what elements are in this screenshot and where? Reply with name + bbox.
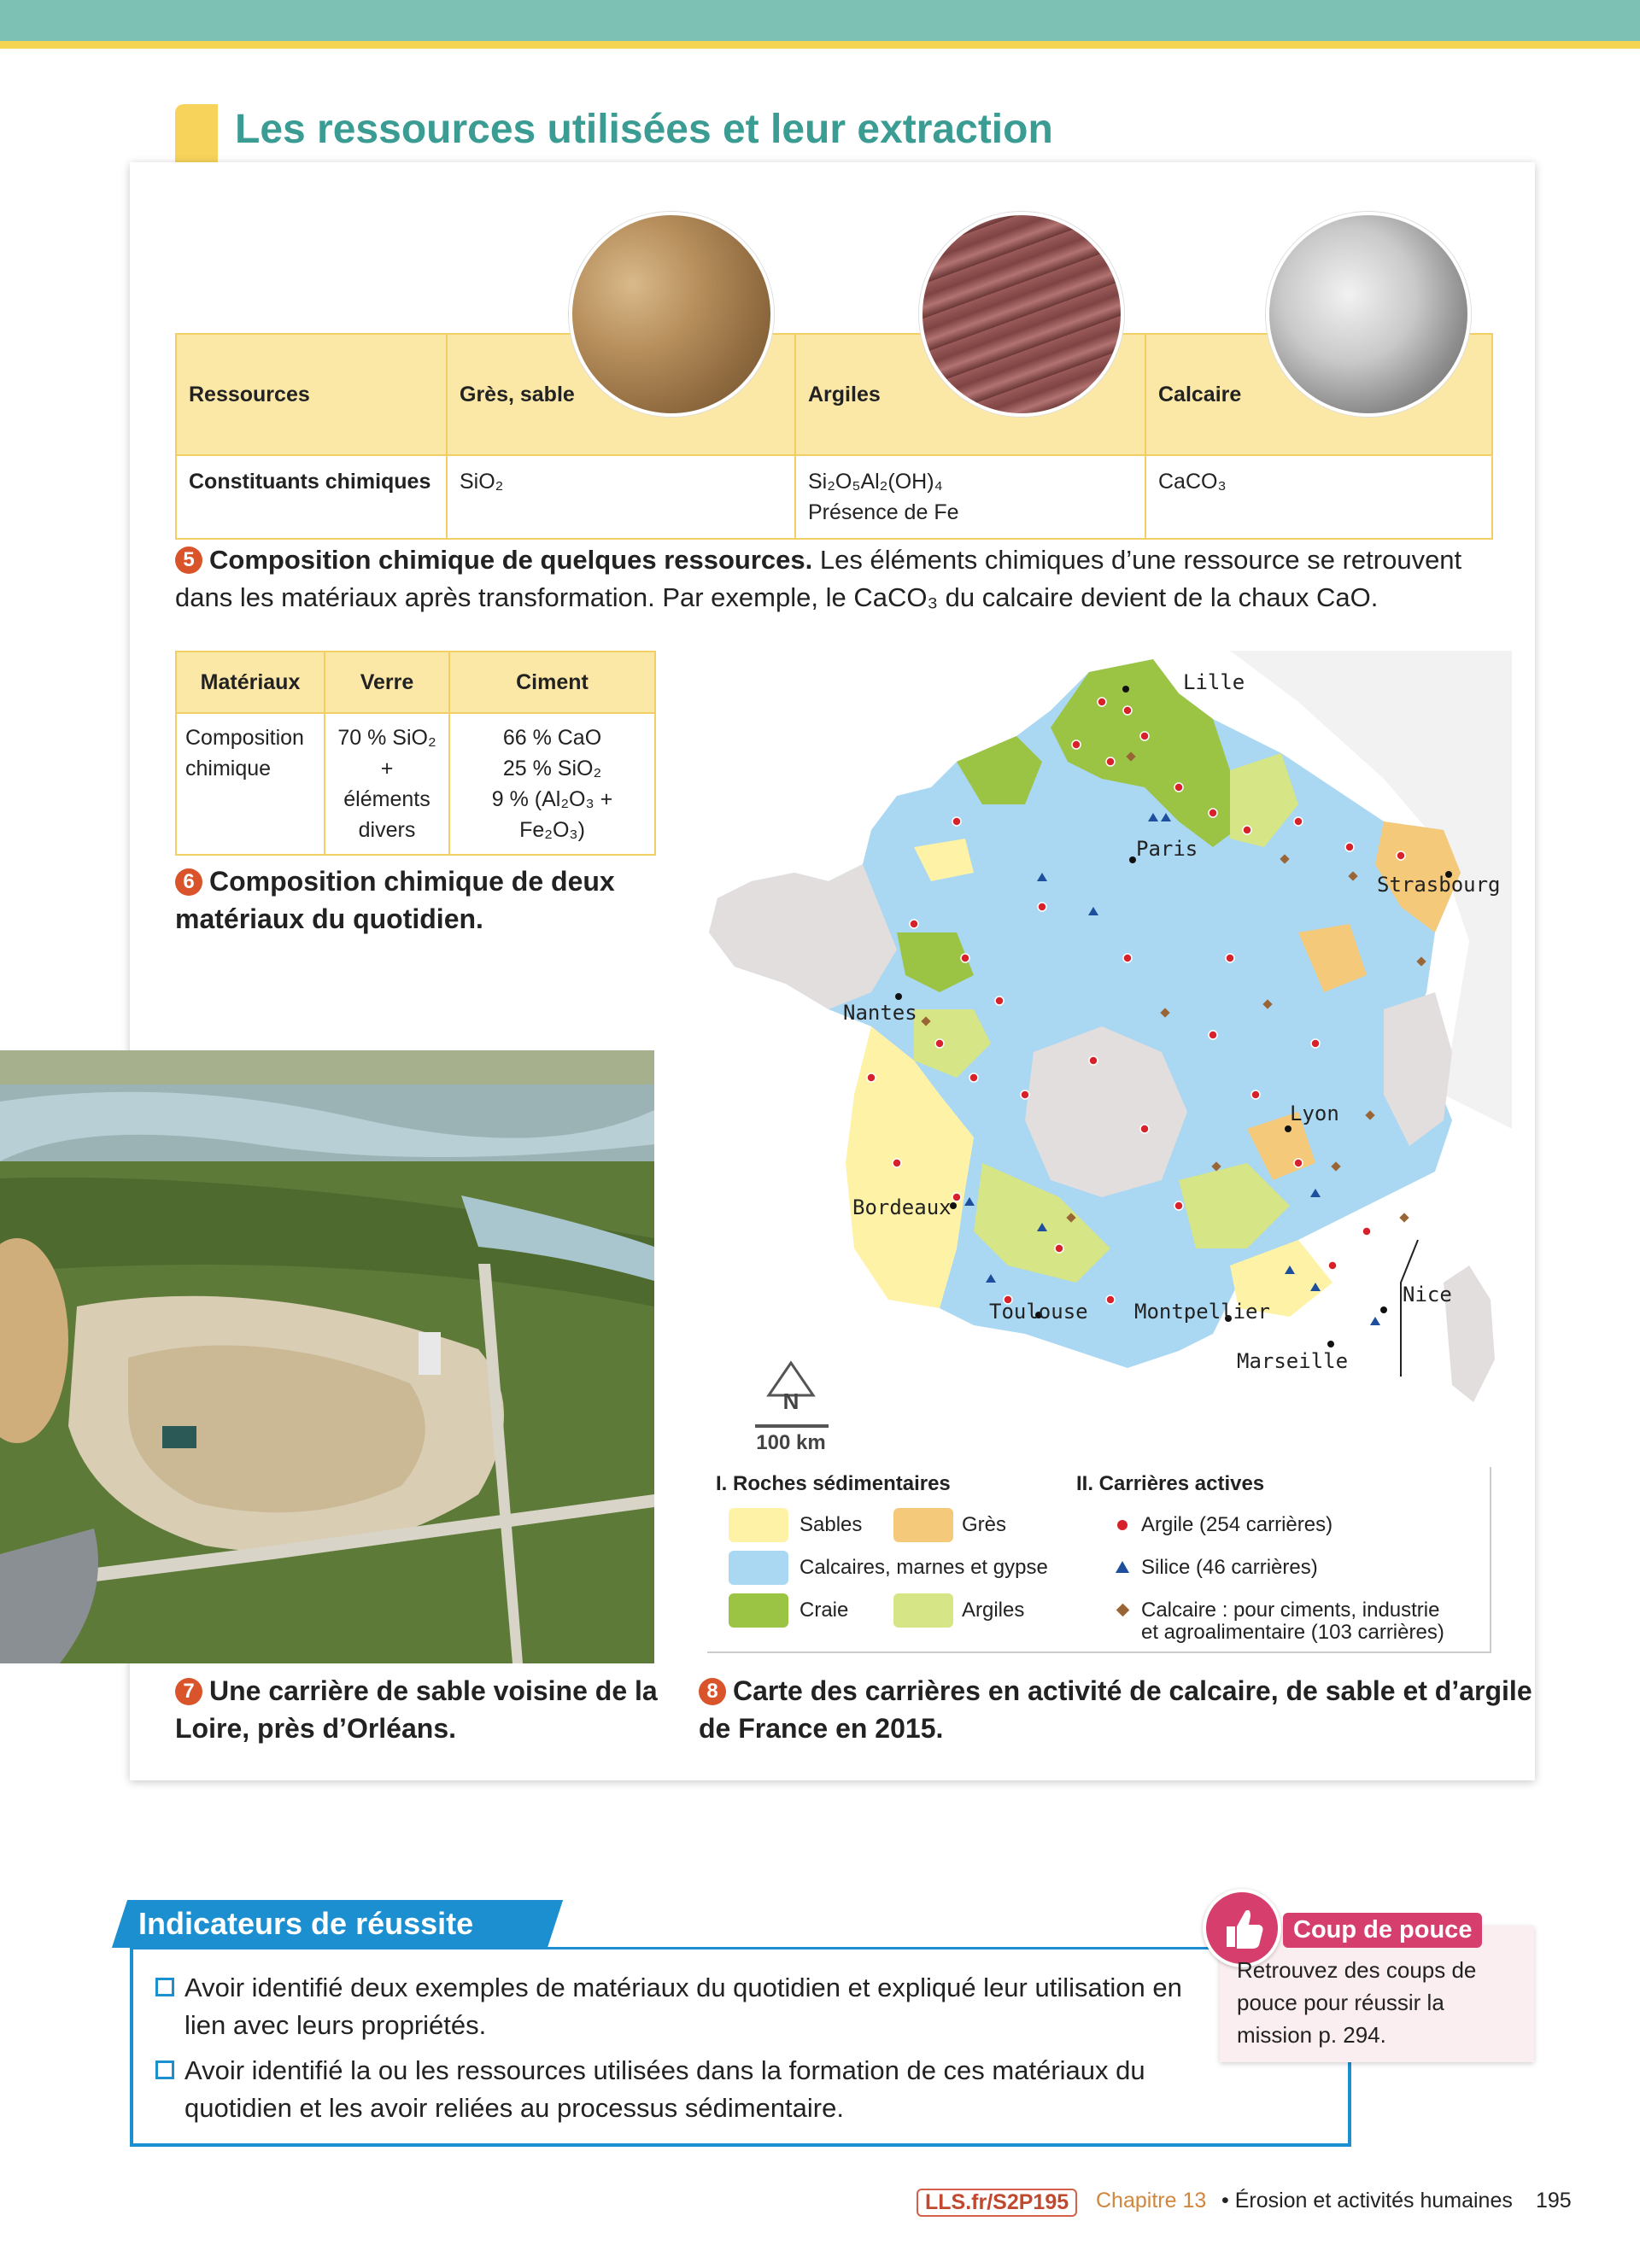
france-quarry-map: [700, 651, 1512, 1449]
doc5-caption: [175, 541, 1499, 617]
city-marseille: Marseille: [1237, 1349, 1349, 1373]
doc5-title: Composition chimique de quelques ressources.: [209, 545, 813, 575]
materials-table: [175, 651, 656, 856]
legend-argiles: Argiles: [962, 1599, 1025, 1622]
verre-line: +: [380, 757, 394, 780]
argile-sample-photo: [919, 212, 1124, 417]
title-tab: [175, 104, 218, 164]
swatch-gres: [893, 1508, 953, 1542]
value-verre: [325, 713, 449, 855]
city-toulouse: Toulouse: [989, 1300, 1088, 1324]
value-argiles: [795, 455, 1145, 539]
header-ressources: Ressources: [176, 334, 447, 455]
indicator-item-2[interactable]: [159, 2052, 1218, 2127]
legend-calcaire-carrieres-2: et agroalimentaire (103 carrières): [1141, 1621, 1444, 1644]
city-paris: Paris: [1136, 837, 1198, 861]
map-legend: [707, 1467, 1491, 1653]
doc8-caption: [699, 1672, 1536, 1747]
header-calcaire: Calcaire: [1145, 334, 1492, 455]
legend-gres: Grès: [962, 1513, 1007, 1536]
section-title: Les ressources utilisées et leur extraction: [235, 107, 1053, 152]
row-label-constituants: Constituants chimiques: [176, 455, 447, 539]
doc6-caption: [175, 862, 653, 938]
legend-calcaires: Calcaires, marnes et gypse: [800, 1556, 1048, 1579]
silice-triangle-icon: [1116, 1561, 1129, 1573]
header-band: [0, 0, 1640, 41]
page-number: 195: [1536, 2189, 1572, 2212]
north-label: N: [782, 1388, 800, 1414]
footer-chapter-title: • Érosion et activités humaines: [1221, 2189, 1513, 2212]
doc8-title: Carte des carrières en activité de calcaire, de sable et d’argile de France en 2015.: [699, 1675, 1532, 1744]
gres-sample-photo: [569, 212, 774, 417]
header-ciment: Ciment: [449, 652, 655, 713]
indicators-title: Indicateurs de réussite: [138, 1906, 474, 1941]
legend-calcaire-carrieres-1: Calcaire : pour ciments, industrie: [1141, 1599, 1440, 1622]
value-argiles-fe: Présence de Fe: [808, 500, 959, 524]
argile-dot-icon: [1117, 1520, 1128, 1530]
calcaire-sample-photo: [1266, 212, 1471, 417]
checkbox-icon[interactable]: [155, 2060, 174, 2079]
doc8-number: 8: [699, 1678, 726, 1705]
city-montpellier: Montpellier: [1134, 1300, 1270, 1324]
value-calcaire: CaCO₃: [1145, 455, 1492, 539]
verre-line: divers: [358, 818, 416, 842]
north-arrow: [769, 1363, 813, 1414]
doc7-caption: [175, 1672, 662, 1747]
city-strasbourg: Strasbourg: [1377, 873, 1501, 897]
checkbox-icon[interactable]: [155, 1978, 174, 1996]
legend-section-roches: I. Roches sédimentaires: [716, 1472, 951, 1495]
coup-de-pouce-label: Coup de pouce: [1283, 1913, 1482, 1948]
value-argiles-formula: Si₂O₅Al₂(OH)₄: [808, 470, 943, 494]
legend-argile-carrieres: Argile (254 carrières): [1141, 1513, 1333, 1536]
swatch-argiles: [893, 1593, 953, 1628]
value-gres: SiO₂: [447, 455, 795, 539]
ciment-line: 9 % (Al₂O₃ + Fe₂O₃): [491, 787, 613, 842]
swatch-craie: [729, 1593, 788, 1628]
verre-line: éléments: [343, 787, 430, 811]
header-gres: Grès, sable: [447, 334, 795, 455]
quarry-aerial-photo: [0, 1050, 654, 1663]
city-lille: Lille: [1183, 670, 1245, 694]
city-nice: Nice: [1403, 1283, 1452, 1306]
city-lyon: Lyon: [1290, 1102, 1339, 1125]
swatch-sables: [729, 1508, 788, 1542]
footer-chapter: Chapitre 13: [1096, 2189, 1207, 2212]
doc7-title: Une carrière de sable voisine de la Loire, près d’Orléans.: [175, 1675, 658, 1744]
ciment-line: 25 % SiO₂: [502, 757, 602, 780]
legend-craie: Craie: [800, 1599, 849, 1622]
doc6-number: 6: [175, 868, 202, 896]
doc7-number: 7: [175, 1678, 202, 1705]
header-stripe: [0, 41, 1640, 49]
coup-de-pouce-text: Retrouvez des coups de pouce pour réussir la mission p. 294.: [1237, 1957, 1477, 2048]
header-argiles: Argiles: [795, 334, 1145, 455]
city-nantes: Nantes: [843, 1001, 917, 1025]
calcaire-diamond-icon: [1116, 1604, 1130, 1617]
value-ciment: [449, 713, 655, 855]
footer-link[interactable]: LLS.fr/S2P195: [917, 2189, 1077, 2217]
doc6-title: Composition chimique de deux matériaux du quotidien.: [175, 866, 615, 934]
legend-section-carrieres: II. Carrières actives: [1076, 1472, 1265, 1495]
scale-label: 100 km: [756, 1431, 826, 1449]
doc5-number: 5: [175, 547, 202, 574]
ciment-line: 66 % CaO: [502, 726, 602, 750]
header-verre: Verre: [325, 652, 449, 713]
legend-sables: Sables: [800, 1513, 863, 1536]
indicator-text-2: Avoir identifié la ou les ressources utilisées dans la formation de ces matériaux du quotidien et les avoir reliées au processus sédimentaire.: [184, 2055, 1145, 2123]
row-label-composition: Composition chimique: [176, 713, 325, 855]
legend-silice-carrieres: Silice (46 carrières): [1141, 1556, 1318, 1579]
verre-line: 70 % SiO₂: [337, 726, 436, 750]
indicator-text-1: Avoir identifié deux exemples de matériaux du quotidien et expliqué leur utilisation en lien avec leurs propriétés.: [184, 1973, 1182, 2040]
header-materiaux: Matériaux: [176, 652, 325, 713]
swatch-calcaires: [729, 1551, 788, 1585]
indicator-item-1[interactable]: [159, 1969, 1218, 2044]
city-bordeaux: Bordeaux: [852, 1195, 952, 1219]
doc5-text: Les éléments chimiques d’une ressource se retrouvent dans les matériaux après transformation. Par exemple, le CaCO₃ du calcaire devient de la chaux CaO.: [175, 545, 1462, 612]
